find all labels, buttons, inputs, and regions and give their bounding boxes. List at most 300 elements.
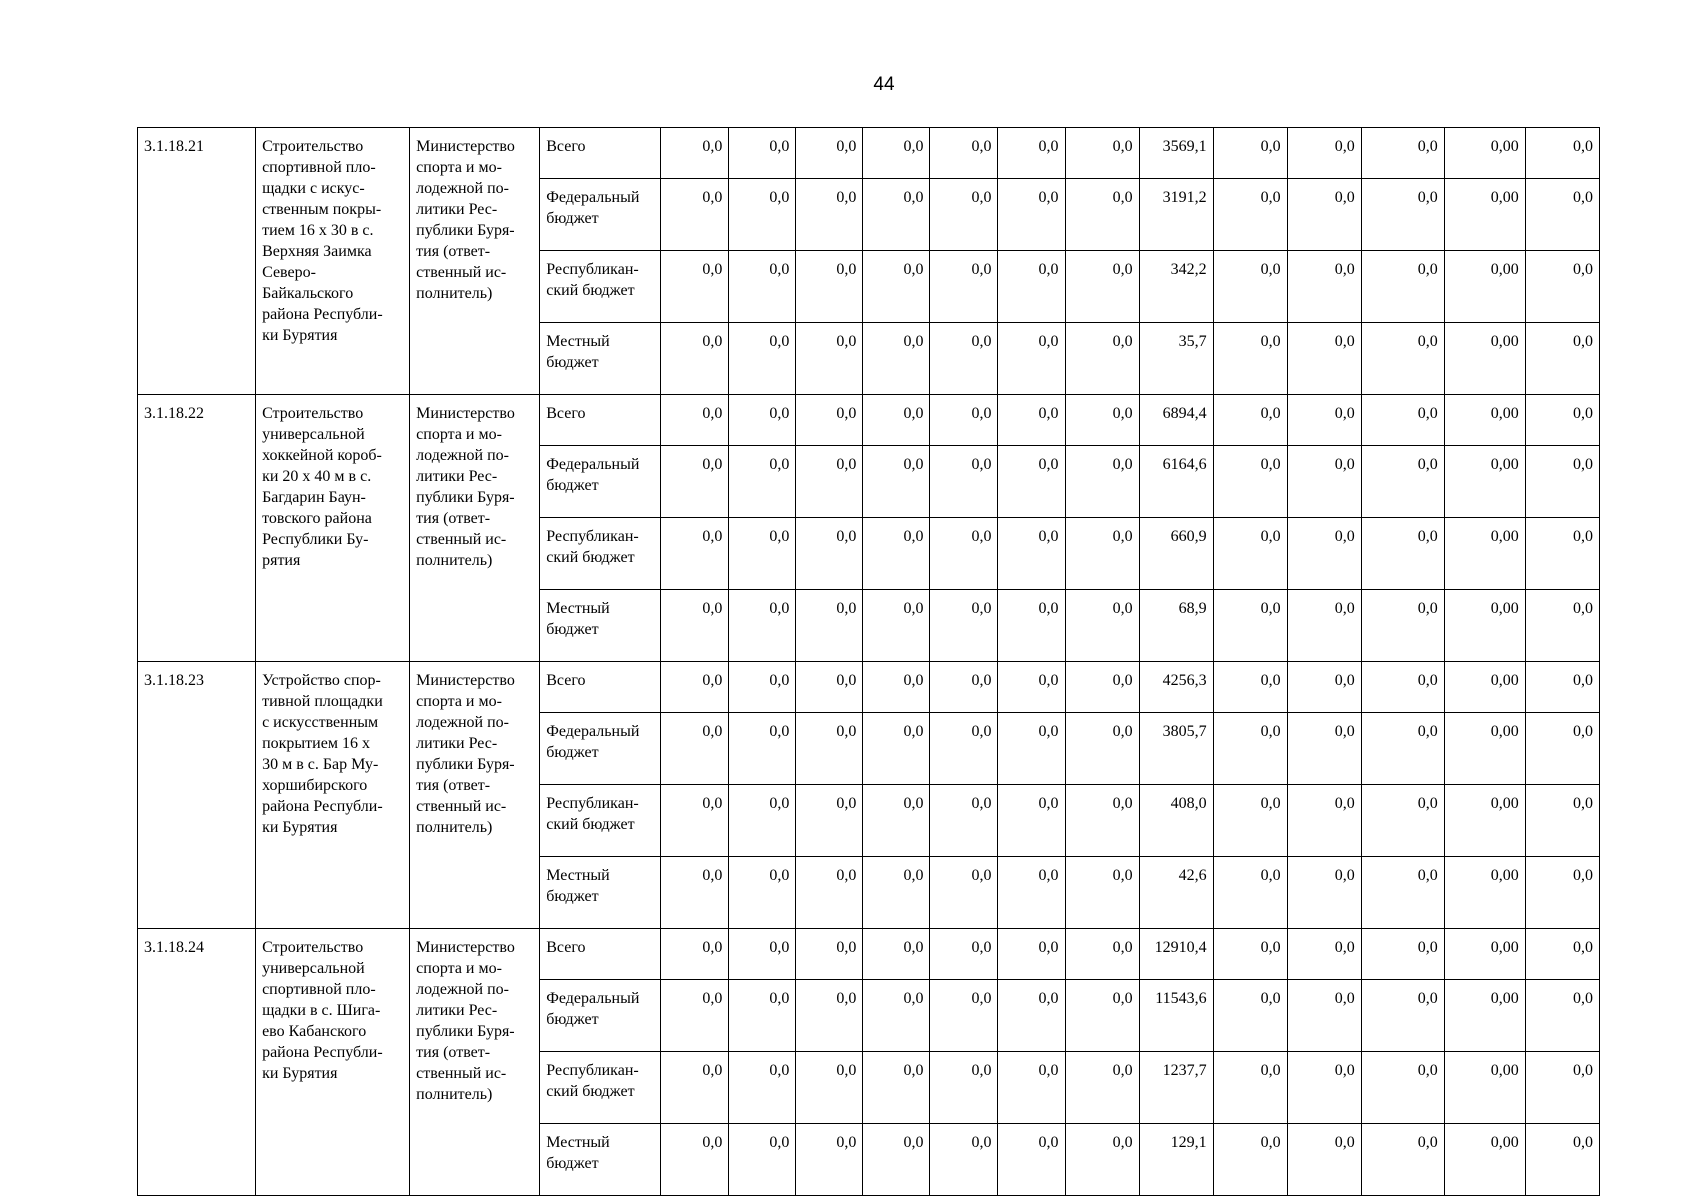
amount-cell: 0,0 <box>729 251 796 323</box>
amount-cell: 0,0 <box>1525 128 1599 179</box>
amount-cell: 0,0 <box>1287 590 1361 662</box>
amount-cell: 0,0 <box>1287 980 1361 1052</box>
item-name-line: хоккейной короб- <box>262 447 382 464</box>
amount-cell: 0,0 <box>1065 251 1139 323</box>
amount-cell: 0,00 <box>1444 929 1525 980</box>
amount-cell: 0,0 <box>930 518 998 590</box>
amount-cell: 0,0 <box>1213 446 1287 518</box>
item-name-line: ево Кабанского <box>262 1023 367 1040</box>
amount-cell: 408,0 <box>1139 785 1213 857</box>
item-name-line: универсальной <box>262 426 365 443</box>
amount-cell: 0,0 <box>998 857 1065 929</box>
amount-cell: 0,0 <box>1361 1124 1444 1196</box>
funding-source-line: Всего <box>546 138 586 155</box>
funding-source <box>540 1124 661 1196</box>
amount-cell: 0,0 <box>1287 179 1361 251</box>
funding-source-line: Всего <box>546 939 586 956</box>
amount-cell: 0,0 <box>863 785 930 857</box>
table-row <box>138 662 1600 713</box>
amount-cell: 0,0 <box>796 662 863 713</box>
item-name-line: района Республи- <box>262 798 383 815</box>
funding-source-line: ский бюджет <box>546 549 635 566</box>
item-name-line: с искусственным <box>262 714 379 731</box>
item-code: 3.1.18.23 <box>138 662 256 929</box>
amount-cell: 0,0 <box>1525 1052 1599 1124</box>
funding-source-line: Местный <box>546 1134 610 1151</box>
amount-cell: 0,0 <box>1361 446 1444 518</box>
amount-cell: 0,0 <box>729 713 796 785</box>
amount-cell: 0,0 <box>1065 785 1139 857</box>
funding-source <box>540 251 661 323</box>
amount-cell: 0,0 <box>661 590 729 662</box>
amount-cell: 0,0 <box>661 785 729 857</box>
item-code: 3.1.18.24 <box>138 929 256 1196</box>
amount-cell: 0,0 <box>930 179 998 251</box>
funding-source-line: Республикан- <box>546 528 639 545</box>
amount-cell: 0,0 <box>1213 1124 1287 1196</box>
amount-cell: 0,0 <box>1361 980 1444 1052</box>
item-executor-line: спорта и мо- <box>416 426 502 443</box>
funding-source <box>540 662 661 713</box>
amount-cell: 0,0 <box>796 128 863 179</box>
item-executor-line: спорта и мо- <box>416 960 502 977</box>
amount-cell: 0,0 <box>1361 128 1444 179</box>
amount-cell: 0,0 <box>1361 323 1444 395</box>
amount-cell: 0,0 <box>1361 929 1444 980</box>
amount-cell: 0,0 <box>863 395 930 446</box>
amount-cell: 0,0 <box>1065 1124 1139 1196</box>
item-executor-line: лодежной по- <box>416 180 510 197</box>
item-name-line: Строительство <box>262 405 364 422</box>
amount-cell: 0,0 <box>1525 785 1599 857</box>
amount-cell: 0,0 <box>930 590 998 662</box>
item-name-line: Устройство спор- <box>262 672 381 689</box>
item-name-line: щадки в с. Шига- <box>262 1002 381 1019</box>
item-name-line: тием 16 х 30 в с. <box>262 222 374 239</box>
funding-source-line: Федеральный <box>546 456 640 473</box>
amount-cell: 129,1 <box>1139 1124 1213 1196</box>
funding-source-line: бюджет <box>546 1155 599 1172</box>
funding-source-line: бюджет <box>546 210 599 227</box>
item-name-line: ки Бурятия <box>262 1065 338 1082</box>
amount-cell: 0,0 <box>1525 446 1599 518</box>
item-executor-line: Министерство <box>416 672 515 689</box>
amount-cell: 0,0 <box>1065 323 1139 395</box>
amount-cell: 0,00 <box>1444 857 1525 929</box>
item-executor-line: тия (ответ- <box>416 777 491 794</box>
amount-cell: 0,0 <box>930 128 998 179</box>
funding-source-line: Республикан- <box>546 261 639 278</box>
amount-cell: 0,0 <box>930 785 998 857</box>
amount-cell: 0,0 <box>863 713 930 785</box>
item-executor-line: полнитель) <box>416 819 493 836</box>
amount-cell: 0,0 <box>1213 713 1287 785</box>
amount-cell: 68,9 <box>1139 590 1213 662</box>
amount-cell: 0,0 <box>1213 179 1287 251</box>
amount-cell: 0,0 <box>863 1124 930 1196</box>
item-name-line: Байкальского <box>262 285 354 302</box>
amount-cell: 0,0 <box>863 518 930 590</box>
amount-cell: 0,0 <box>1213 1052 1287 1124</box>
item-executor-line: публики Буря- <box>416 222 515 239</box>
amount-cell: 0,0 <box>930 1124 998 1196</box>
funding-source-line: Всего <box>546 405 586 422</box>
item-name-line: Северо- <box>262 264 316 281</box>
funding-source <box>540 929 661 980</box>
amount-cell: 0,0 <box>998 518 1065 590</box>
funding-source <box>540 518 661 590</box>
item-executor <box>410 929 540 1196</box>
amount-cell: 0,0 <box>796 857 863 929</box>
item-code: 3.1.18.21 <box>138 128 256 395</box>
amount-cell: 0,0 <box>1361 857 1444 929</box>
amount-cell: 0,0 <box>998 128 1065 179</box>
amount-cell: 0,0 <box>1525 1124 1599 1196</box>
funding-source <box>540 395 661 446</box>
amount-cell: 0,0 <box>1213 518 1287 590</box>
amount-cell: 0,0 <box>930 1052 998 1124</box>
item-name-line: товского района <box>262 510 372 527</box>
amount-cell: 0,0 <box>661 662 729 713</box>
amount-cell: 0,0 <box>1525 395 1599 446</box>
item-executor-line: литики Рес- <box>416 735 498 752</box>
item-name-line: ки 20 х 40 м в с. <box>262 468 372 485</box>
amount-cell: 0,0 <box>796 179 863 251</box>
item-name-line: Багдарин Баун- <box>262 489 366 506</box>
amount-cell: 0,0 <box>1213 929 1287 980</box>
amount-cell: 0,0 <box>661 323 729 395</box>
amount-cell: 0,0 <box>729 1052 796 1124</box>
amount-cell: 0,0 <box>661 446 729 518</box>
amount-cell: 0,0 <box>1065 128 1139 179</box>
table-row <box>138 929 1600 980</box>
funding-source <box>540 1052 661 1124</box>
amount-cell: 0,00 <box>1444 590 1525 662</box>
funding-source-line: Местный <box>546 867 610 884</box>
amount-cell: 0,0 <box>1287 518 1361 590</box>
amount-cell: 0,0 <box>1525 929 1599 980</box>
funding-source-line: Федеральный <box>546 990 640 1007</box>
amount-cell: 0,0 <box>1213 323 1287 395</box>
amount-cell: 0,0 <box>729 179 796 251</box>
item-name <box>256 395 410 662</box>
amount-cell: 0,0 <box>729 1124 796 1196</box>
amount-cell: 1237,7 <box>1139 1052 1213 1124</box>
amount-cell: 0,0 <box>1213 980 1287 1052</box>
amount-cell: 6164,6 <box>1139 446 1213 518</box>
amount-cell: 0,0 <box>998 590 1065 662</box>
amount-cell: 3191,2 <box>1139 179 1213 251</box>
amount-cell: 0,0 <box>1361 251 1444 323</box>
amount-cell: 0,0 <box>729 323 796 395</box>
amount-cell: 0,0 <box>661 713 729 785</box>
funding-source-line: ский бюджет <box>546 816 635 833</box>
funding-source <box>540 980 661 1052</box>
amount-cell: 0,0 <box>1361 518 1444 590</box>
item-executor-line: ственный ис- <box>416 1065 507 1082</box>
amount-cell: 0,0 <box>1065 590 1139 662</box>
amount-cell: 0,0 <box>930 395 998 446</box>
amount-cell: 0,0 <box>863 128 930 179</box>
amount-cell: 0,0 <box>1361 662 1444 713</box>
amount-cell: 0,0 <box>729 518 796 590</box>
amount-cell: 35,7 <box>1139 323 1213 395</box>
amount-cell: 0,0 <box>1361 1052 1444 1124</box>
amount-cell: 342,2 <box>1139 251 1213 323</box>
amount-cell: 0,0 <box>661 857 729 929</box>
amount-cell: 0,0 <box>998 179 1065 251</box>
amount-cell: 0,0 <box>863 662 930 713</box>
amount-cell: 0,0 <box>729 446 796 518</box>
amount-cell: 0,0 <box>1065 518 1139 590</box>
amount-cell: 11543,6 <box>1139 980 1213 1052</box>
amount-cell: 0,0 <box>1361 179 1444 251</box>
amount-cell: 0,0 <box>796 929 863 980</box>
amount-cell: 0,0 <box>729 395 796 446</box>
page-number: 44 <box>873 74 895 95</box>
amount-cell: 0,0 <box>796 1052 863 1124</box>
amount-cell: 0,00 <box>1444 713 1525 785</box>
amount-cell: 0,0 <box>998 713 1065 785</box>
funding-source-line: Федеральный <box>546 189 640 206</box>
amount-cell: 0,0 <box>1213 590 1287 662</box>
amount-cell: 0,0 <box>1525 857 1599 929</box>
item-name-line: Верхняя Заимка <box>262 243 372 260</box>
item-executor-line: тия (ответ- <box>416 243 491 260</box>
amount-cell: 0,00 <box>1444 395 1525 446</box>
item-executor-line: публики Буря- <box>416 756 515 773</box>
amount-cell: 0,0 <box>930 713 998 785</box>
funding-source <box>540 713 661 785</box>
amount-cell: 0,0 <box>1361 785 1444 857</box>
amount-cell: 0,0 <box>661 518 729 590</box>
item-name-line: района Республи- <box>262 1044 383 1061</box>
amount-cell: 0,0 <box>1287 446 1361 518</box>
funding-source-line: Республикан- <box>546 795 639 812</box>
amount-cell: 0,0 <box>796 323 863 395</box>
amount-cell: 0,0 <box>796 980 863 1052</box>
item-executor-line: литики Рес- <box>416 1002 498 1019</box>
item-executor <box>410 128 540 395</box>
amount-cell: 0,0 <box>930 857 998 929</box>
amount-cell: 0,0 <box>930 980 998 1052</box>
funding-source-line: Местный <box>546 600 610 617</box>
amount-cell: 0,0 <box>1287 1052 1361 1124</box>
amount-cell: 0,0 <box>1287 323 1361 395</box>
funding-source-line: Всего <box>546 672 586 689</box>
amount-cell: 0,0 <box>1213 662 1287 713</box>
funding-source-line: Республикан- <box>546 1062 639 1079</box>
item-executor-line: лодежной по- <box>416 981 510 998</box>
amount-cell: 0,0 <box>863 590 930 662</box>
funding-source-line: бюджет <box>546 621 599 638</box>
amount-cell: 0,0 <box>796 1124 863 1196</box>
funding-source-line: бюджет <box>546 744 599 761</box>
item-name-line: ки Бурятия <box>262 819 338 836</box>
amount-cell: 0,0 <box>1525 662 1599 713</box>
amount-cell: 0,0 <box>1065 395 1139 446</box>
amount-cell: 0,0 <box>1287 857 1361 929</box>
amount-cell: 0,0 <box>998 1124 1065 1196</box>
item-executor-line: публики Буря- <box>416 1023 515 1040</box>
amount-cell: 0,0 <box>661 128 729 179</box>
amount-cell: 0,0 <box>1525 980 1599 1052</box>
funding-source <box>540 785 661 857</box>
funding-source <box>540 857 661 929</box>
item-executor-line: публики Буря- <box>416 489 515 506</box>
item-executor-line: лодежной по- <box>416 714 510 731</box>
amount-cell: 0,0 <box>796 518 863 590</box>
amount-cell: 0,0 <box>729 785 796 857</box>
amount-cell: 0,0 <box>1525 179 1599 251</box>
amount-cell: 660,9 <box>1139 518 1213 590</box>
amount-cell: 0,0 <box>930 929 998 980</box>
item-name-line: спортивной пло- <box>262 159 376 176</box>
item-name-line: покрытием 16 х <box>262 735 370 752</box>
funding-source-line: бюджет <box>546 888 599 905</box>
item-name-line: универсальной <box>262 960 365 977</box>
amount-cell: 0,00 <box>1444 179 1525 251</box>
amount-cell: 0,0 <box>1287 929 1361 980</box>
funding-source <box>540 590 661 662</box>
amount-cell: 0,0 <box>930 662 998 713</box>
amount-cell: 0,0 <box>1213 128 1287 179</box>
amount-cell: 0,0 <box>1213 251 1287 323</box>
amount-cell: 0,0 <box>1525 590 1599 662</box>
item-executor-line: полнитель) <box>416 1086 493 1103</box>
amount-cell: 3569,1 <box>1139 128 1213 179</box>
item-name-line: спортивной пло- <box>262 981 376 998</box>
funding-source-line: бюджет <box>546 1011 599 1028</box>
item-name-line: тивной площадки <box>262 693 383 710</box>
amount-cell: 0,0 <box>1287 662 1361 713</box>
funding-source-line: ский бюджет <box>546 1083 635 1100</box>
funding-source <box>540 446 661 518</box>
amount-cell: 0,0 <box>1065 857 1139 929</box>
amount-cell: 0,0 <box>930 323 998 395</box>
item-name-line: Строительство <box>262 138 364 155</box>
amount-cell: 0,0 <box>1213 857 1287 929</box>
amount-cell: 0,00 <box>1444 518 1525 590</box>
amount-cell: 0,0 <box>661 1124 729 1196</box>
amount-cell: 0,0 <box>729 929 796 980</box>
amount-cell: 0,0 <box>1361 395 1444 446</box>
amount-cell: 0,0 <box>1287 713 1361 785</box>
amount-cell: 0,0 <box>1287 395 1361 446</box>
funding-source-line: бюджет <box>546 477 599 494</box>
amount-cell: 0,0 <box>998 980 1065 1052</box>
item-executor-line: полнитель) <box>416 285 493 302</box>
item-executor-line: лодежной по- <box>416 447 510 464</box>
amount-cell: 12910,4 <box>1139 929 1213 980</box>
amount-cell: 0,0 <box>661 1052 729 1124</box>
amount-cell: 0,0 <box>796 251 863 323</box>
amount-cell: 0,0 <box>729 662 796 713</box>
amount-cell: 0,00 <box>1444 980 1525 1052</box>
amount-cell: 0,0 <box>863 980 930 1052</box>
amount-cell: 0,0 <box>661 929 729 980</box>
amount-cell: 0,00 <box>1444 662 1525 713</box>
amount-cell: 0,00 <box>1444 785 1525 857</box>
item-executor-line: ственный ис- <box>416 798 507 815</box>
amount-cell: 0,0 <box>998 1052 1065 1124</box>
amount-cell: 0,0 <box>796 395 863 446</box>
amount-cell: 0,0 <box>1361 590 1444 662</box>
funding-source-line: ский бюджет <box>546 282 635 299</box>
amount-cell: 0,0 <box>998 446 1065 518</box>
item-name <box>256 128 410 395</box>
item-executor-line: литики Рес- <box>416 201 498 218</box>
amount-cell: 0,0 <box>729 980 796 1052</box>
funding-source <box>540 323 661 395</box>
amount-cell: 0,0 <box>796 446 863 518</box>
amount-cell: 0,0 <box>729 590 796 662</box>
amount-cell: 0,0 <box>796 713 863 785</box>
amount-cell: 0,0 <box>1065 179 1139 251</box>
item-name-line: щадки с искус- <box>262 180 365 197</box>
item-name <box>256 929 410 1196</box>
item-name-line: хоршибирского <box>262 777 368 794</box>
amount-cell: 0,0 <box>863 251 930 323</box>
item-name-line: Республики Бу- <box>262 531 369 548</box>
item-executor <box>410 395 540 662</box>
amount-cell: 0,0 <box>1525 518 1599 590</box>
funding-source-line: Местный <box>546 333 610 350</box>
funding-source <box>540 128 661 179</box>
amount-cell: 4256,3 <box>1139 662 1213 713</box>
amount-cell: 0,0 <box>1065 980 1139 1052</box>
item-executor-line: ственный ис- <box>416 264 507 281</box>
amount-cell: 0,0 <box>796 785 863 857</box>
item-executor-line: спорта и мо- <box>416 693 502 710</box>
item-name-line: 30 м в с. Бар Му- <box>262 756 379 773</box>
amount-cell: 0,0 <box>930 251 998 323</box>
item-executor-line: тия (ответ- <box>416 1044 491 1061</box>
amount-cell: 0,0 <box>661 980 729 1052</box>
amount-cell: 0,0 <box>661 251 729 323</box>
amount-cell: 0,0 <box>863 179 930 251</box>
amount-cell: 0,0 <box>1525 251 1599 323</box>
amount-cell: 0,0 <box>1361 713 1444 785</box>
item-code: 3.1.18.22 <box>138 395 256 662</box>
budget-table <box>137 127 1600 1196</box>
amount-cell: 0,0 <box>998 251 1065 323</box>
table-row <box>138 395 1600 446</box>
table-row <box>138 128 1600 179</box>
amount-cell: 0,00 <box>1444 128 1525 179</box>
amount-cell: 0,0 <box>1213 785 1287 857</box>
amount-cell: 0,0 <box>1065 929 1139 980</box>
amount-cell: 0,0 <box>863 1052 930 1124</box>
item-executor-line: литики Рес- <box>416 468 498 485</box>
item-executor-line: Министерство <box>416 405 515 422</box>
amount-cell: 0,0 <box>998 929 1065 980</box>
funding-source <box>540 179 661 251</box>
amount-cell: 0,0 <box>1287 785 1361 857</box>
amount-cell: 0,0 <box>1287 128 1361 179</box>
item-executor-line: тия (ответ- <box>416 510 491 527</box>
amount-cell: 0,0 <box>863 323 930 395</box>
amount-cell: 0,00 <box>1444 1052 1525 1124</box>
item-executor-line: Министерство <box>416 939 515 956</box>
amount-cell: 6894,4 <box>1139 395 1213 446</box>
amount-cell: 0,0 <box>1065 1052 1139 1124</box>
amount-cell: 0,0 <box>1287 1124 1361 1196</box>
item-name-line: Строительство <box>262 939 364 956</box>
amount-cell: 0,0 <box>863 929 930 980</box>
amount-cell: 0,0 <box>863 446 930 518</box>
amount-cell: 0,0 <box>998 395 1065 446</box>
